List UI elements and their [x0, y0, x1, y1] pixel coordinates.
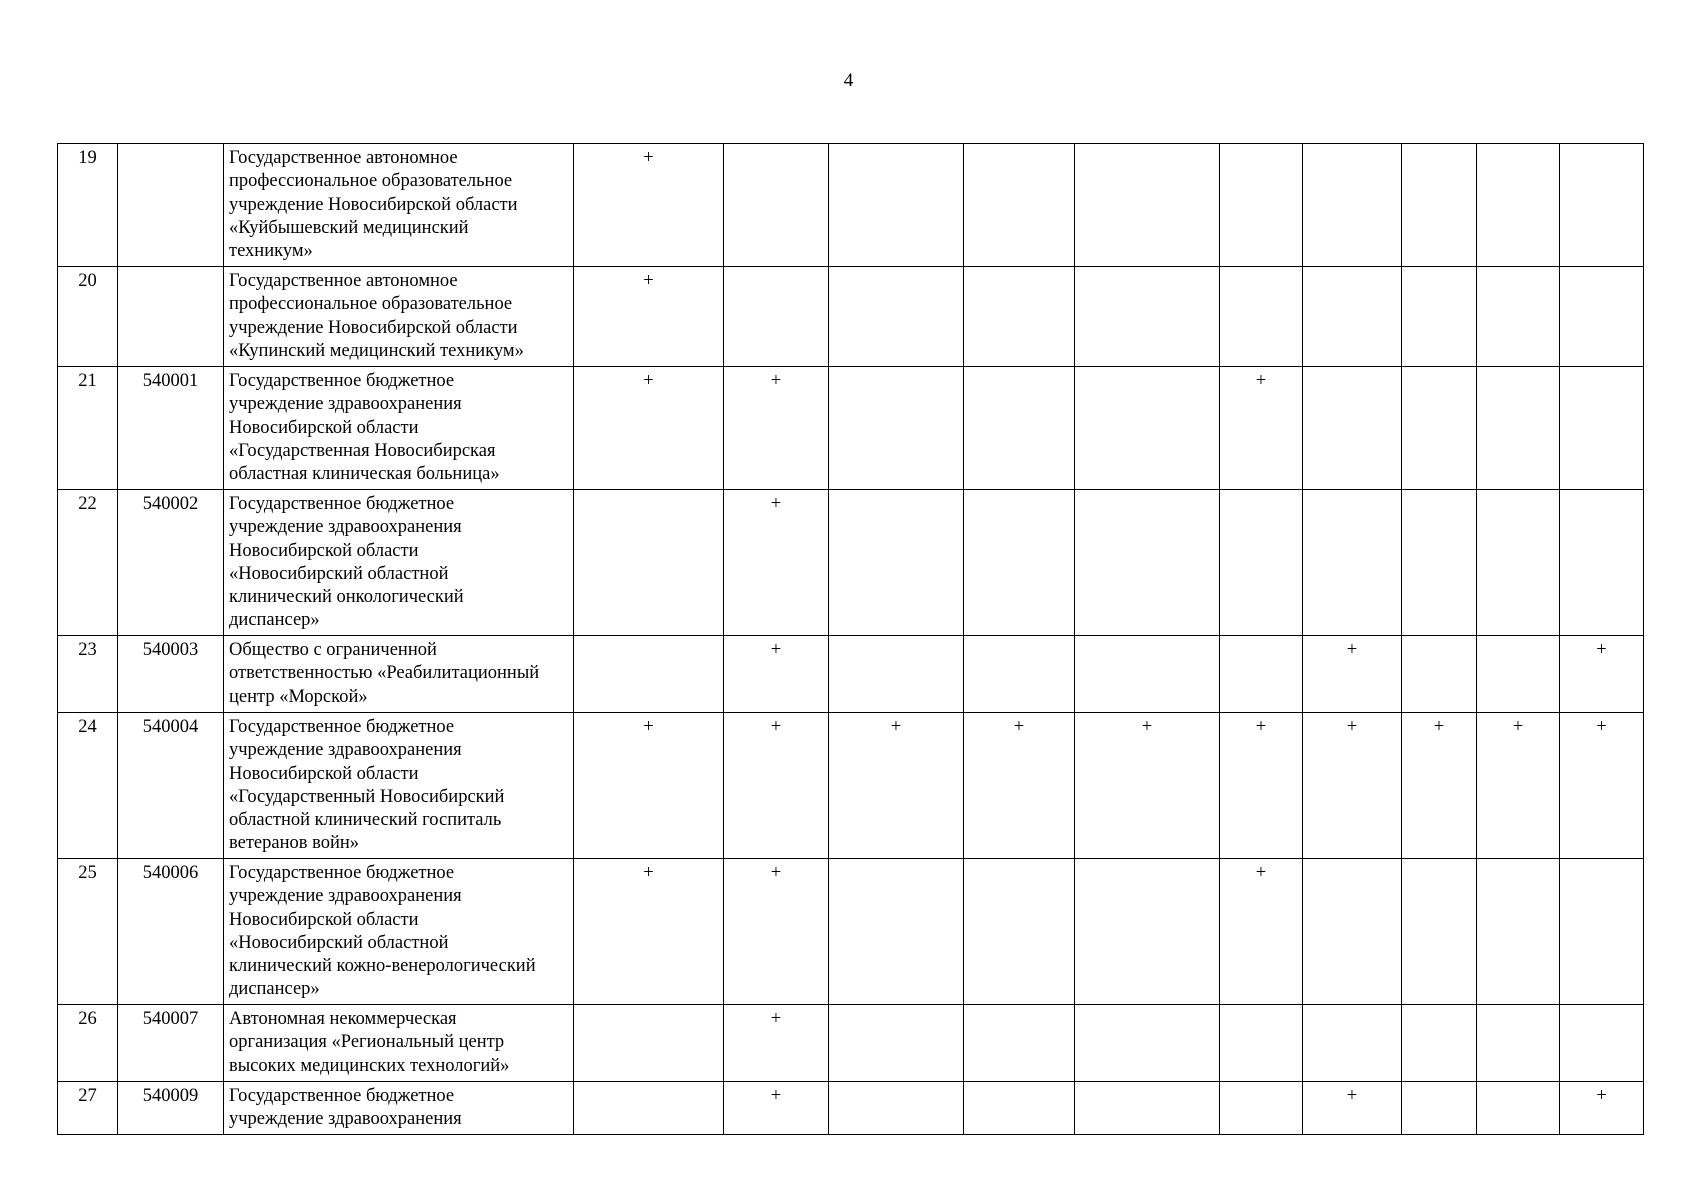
organization-name [224, 490, 574, 636]
organization-name-line: Государственное бюджетное [229, 494, 455, 514]
mark-cell-6: + [1220, 367, 1303, 490]
mark-cell-7: + [1303, 713, 1402, 859]
mark-cell-1: + [574, 144, 724, 267]
mark-cell-7 [1303, 1005, 1402, 1082]
organization-name-line: «Новосибирский областной [229, 932, 449, 953]
mark-cell-8 [1402, 1005, 1477, 1082]
mark-cell-6 [1220, 1005, 1303, 1082]
row-number: 24 [58, 713, 118, 859]
mark-cell-7 [1303, 144, 1402, 267]
mark-cell-10 [1560, 144, 1644, 267]
organization-name-line: Общество с ограниченной [229, 640, 437, 660]
registry-code: 540003 [118, 636, 224, 713]
mark-cell-9 [1477, 144, 1560, 267]
organization-name-line: учреждение здравоохранения [229, 740, 462, 761]
mark-cell-4 [964, 267, 1075, 367]
mark-cell-9 [1477, 1082, 1560, 1135]
organization-name-line: профессиональное образовательное [229, 171, 513, 192]
table-row [58, 367, 1644, 490]
mark-cell-9 [1477, 267, 1560, 367]
mark-cell-9 [1477, 367, 1560, 490]
row-number: 26 [58, 1005, 118, 1082]
page-number: 4 [843, 70, 854, 91]
registry-code: 540006 [118, 859, 224, 1005]
mark-cell-10: + [1560, 636, 1644, 713]
mark-cell-1 [574, 490, 724, 636]
table-row [58, 859, 1644, 1005]
mark-cell-5 [1075, 1005, 1220, 1082]
registry-code: 540009 [118, 1082, 224, 1135]
mark-cell-4 [964, 1005, 1075, 1082]
organization-name-line: Новосибирской области [229, 909, 419, 930]
organization-name-line: учреждение здравоохранения [229, 1109, 462, 1130]
organization-name [224, 1082, 574, 1135]
organization-name-line: областной клинический госпиталь [229, 810, 502, 831]
mark-cell-8 [1402, 859, 1477, 1005]
mark-cell-5 [1075, 267, 1220, 367]
organization-name-line: учреждение здравоохранения [229, 394, 462, 415]
mark-cell-9 [1477, 1005, 1560, 1082]
organization-name-line: учреждение здравоохранения [229, 886, 462, 907]
mark-cell-6 [1220, 144, 1303, 267]
organization-name-line: профессиональное образовательное [229, 294, 513, 315]
organization-name-line: учреждение здравоохранения [229, 517, 462, 538]
mark-cell-6 [1220, 636, 1303, 713]
mark-cell-6 [1220, 267, 1303, 367]
mark-cell-3 [829, 144, 964, 267]
mark-cell-7: + [1303, 1082, 1402, 1135]
mark-cell-10 [1560, 1005, 1644, 1082]
mark-cell-6: + [1220, 713, 1303, 859]
organization-name-line: «Государственный Новосибирский [229, 786, 505, 807]
mark-cell-2: + [724, 636, 829, 713]
organization-name [224, 144, 574, 267]
mark-cell-5 [1075, 1082, 1220, 1135]
mark-cell-1: + [574, 713, 724, 859]
mark-cell-7 [1303, 490, 1402, 636]
mark-cell-8 [1402, 1082, 1477, 1135]
mark-cell-1: + [574, 267, 724, 367]
mark-cell-8 [1402, 490, 1477, 636]
mark-cell-7: + [1303, 636, 1402, 713]
registry-code: 540007 [118, 1005, 224, 1082]
mark-cell-4: + [964, 713, 1075, 859]
organization-name [224, 859, 574, 1005]
mark-cell-2: + [724, 490, 829, 636]
organization-name-line: диспансер» [229, 610, 320, 631]
mark-cell-4 [964, 367, 1075, 490]
row-number: 20 [58, 267, 118, 367]
mark-cell-5: + [1075, 713, 1220, 859]
organization-name [224, 713, 574, 859]
mark-cell-4 [964, 490, 1075, 636]
mark-cell-1: + [574, 859, 724, 1005]
mark-cell-10 [1560, 367, 1644, 490]
organization-name-line: «Новосибирский областной [229, 563, 449, 584]
mark-cell-3 [829, 1005, 964, 1082]
mark-cell-10 [1560, 267, 1644, 367]
organizations-table [57, 143, 1644, 1135]
mark-cell-5 [1075, 144, 1220, 267]
organization-name-line: ответственностью «Реабилитационный [229, 663, 540, 684]
organization-name-line: центр «Морской» [229, 686, 368, 707]
mark-cell-9 [1477, 490, 1560, 636]
organization-name-line: Государственное автономное [229, 271, 458, 291]
mark-cell-10 [1560, 859, 1644, 1005]
registry-code [118, 267, 224, 367]
mark-cell-5 [1075, 859, 1220, 1005]
organization-name-line: высоких медицинских технологий» [229, 1055, 510, 1076]
organization-name-line: Государственное бюджетное [229, 863, 455, 883]
registry-code: 540002 [118, 490, 224, 636]
mark-cell-1 [574, 1082, 724, 1135]
organization-name-line: Новосибирской области [229, 417, 419, 438]
organization-name-line: Новосибирской области [229, 763, 419, 784]
mark-cell-2: + [724, 367, 829, 490]
mark-cell-2 [724, 267, 829, 367]
row-number: 21 [58, 367, 118, 490]
table-row [58, 1005, 1644, 1082]
mark-cell-8 [1402, 367, 1477, 490]
organization-name-line: Государственное бюджетное [229, 371, 455, 391]
mark-cell-8 [1402, 636, 1477, 713]
mark-cell-1 [574, 636, 724, 713]
mark-cell-3 [829, 636, 964, 713]
mark-cell-4 [964, 636, 1075, 713]
row-number: 25 [58, 859, 118, 1005]
registry-code: 540004 [118, 713, 224, 859]
organization-name-line: Новосибирской области [229, 540, 419, 561]
organization-name-line: организация «Региональный центр [229, 1032, 505, 1053]
mark-cell-3: + [829, 713, 964, 859]
mark-cell-5 [1075, 490, 1220, 636]
mark-cell-1: + [574, 367, 724, 490]
organization-name-line: Государственное бюджетное [229, 717, 455, 737]
mark-cell-3 [829, 490, 964, 636]
mark-cell-4 [964, 144, 1075, 267]
mark-cell-8: + [1402, 713, 1477, 859]
mark-cell-6 [1220, 490, 1303, 636]
mark-cell-4 [964, 1082, 1075, 1135]
mark-cell-3 [829, 367, 964, 490]
mark-cell-4 [964, 859, 1075, 1005]
mark-cell-2: + [724, 859, 829, 1005]
registry-code [118, 144, 224, 267]
mark-cell-8 [1402, 267, 1477, 367]
organization-name-line: клинический кожно-венерологический [229, 956, 536, 977]
mark-cell-1 [574, 1005, 724, 1082]
mark-cell-6 [1220, 1082, 1303, 1135]
organization-name-line: Государственное бюджетное [229, 1086, 455, 1106]
mark-cell-10 [1560, 490, 1644, 636]
mark-cell-7 [1303, 267, 1402, 367]
table-row [58, 713, 1644, 859]
table-body [58, 144, 1644, 1135]
mark-cell-5 [1075, 367, 1220, 490]
organization-name [224, 267, 574, 367]
table-row [58, 267, 1644, 367]
organization-name-line: «Государственная Новосибирская [229, 440, 496, 461]
mark-cell-3 [829, 267, 964, 367]
row-number: 23 [58, 636, 118, 713]
mark-cell-2 [724, 144, 829, 267]
organization-name [224, 636, 574, 713]
organization-name [224, 367, 574, 490]
organization-name-line: ветеранов войн» [229, 833, 360, 854]
mark-cell-10: + [1560, 1082, 1644, 1135]
row-number: 27 [58, 1082, 118, 1135]
table-row [58, 636, 1644, 713]
organization-name-line: «Куйбышевский медицинский [229, 217, 469, 238]
mark-cell-10: + [1560, 713, 1644, 859]
mark-cell-9 [1477, 636, 1560, 713]
mark-cell-2: + [724, 1082, 829, 1135]
organization-name-line: учреждение Новосибирской области [229, 194, 518, 215]
mark-cell-2: + [724, 713, 829, 859]
organization-name [224, 1005, 574, 1082]
organization-name-line: Государственное автономное [229, 148, 458, 168]
mark-cell-8 [1402, 144, 1477, 267]
organization-name-line: «Купинский медицинский техникум» [229, 340, 524, 361]
mark-cell-7 [1303, 367, 1402, 490]
organization-name-line: Автономная некоммерческая [229, 1009, 457, 1029]
row-number: 19 [58, 144, 118, 267]
mark-cell-6: + [1220, 859, 1303, 1005]
organization-name-line: учреждение Новосибирской области [229, 317, 518, 338]
mark-cell-9: + [1477, 713, 1560, 859]
organization-name-line: диспансер» [229, 979, 320, 1000]
mark-cell-3 [829, 1082, 964, 1135]
registry-code: 540001 [118, 367, 224, 490]
mark-cell-5 [1075, 636, 1220, 713]
table-row [58, 1082, 1644, 1135]
table-row [58, 490, 1644, 636]
mark-cell-9 [1477, 859, 1560, 1005]
table-row [58, 144, 1644, 267]
organization-name-line: клинический онкологический [229, 587, 464, 608]
mark-cell-2: + [724, 1005, 829, 1082]
mark-cell-3 [829, 859, 964, 1005]
organization-name-line: техникум» [229, 241, 313, 262]
mark-cell-7 [1303, 859, 1402, 1005]
organization-name-line: областная клиническая больница» [229, 464, 500, 485]
row-number: 22 [58, 490, 118, 636]
